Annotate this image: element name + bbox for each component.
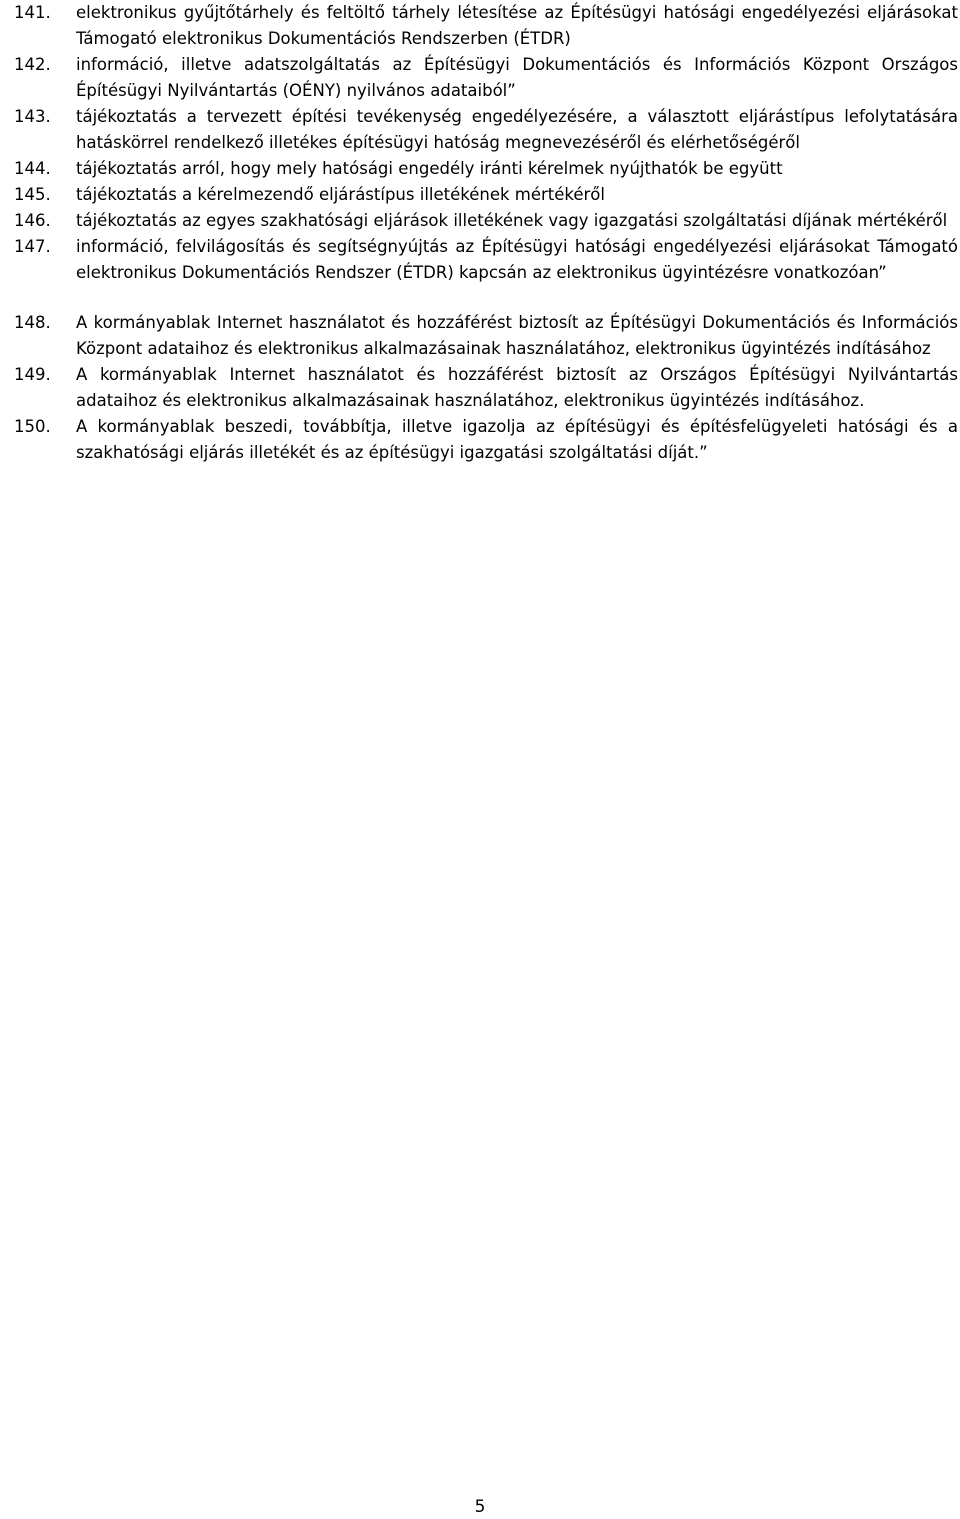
list-item-146 <box>14 208 958 234</box>
item-number: 149. <box>14 365 51 384</box>
item-text: tájékoztatás az egyes szakhatósági eljárások illetékének vagy igazgatási szolgáltatási díjának mértékéről <box>76 211 948 230</box>
item-number: 150. <box>14 417 51 436</box>
item-number: 142. <box>14 55 51 74</box>
list-item-141 <box>14 0 958 52</box>
item-text: tájékoztatás a kérelmezendő eljárástípus illetékének mértékéről <box>76 185 605 204</box>
item-number: 143. <box>14 107 51 126</box>
item-number: 141. <box>14 3 51 22</box>
list-item-149 <box>14 362 958 414</box>
list-item-142 <box>14 52 958 104</box>
item-text: tájékoztatás a tervezett építési tevékenység engedélyezésére, a választott eljárástípus lefolytatására hatáskörrel rendelkező illetékes építésügyi hatóság megnevezéséről és elérhetőségéről <box>76 107 958 152</box>
item-text: elektronikus gyűjtőtárhely és feltöltő tárhely létesítése az Építésügyi hatósági engedélyezési eljárásokat Támogató elektronikus Dokumentációs Rendszerben (ÉTDR) <box>76 3 958 48</box>
item-number: 144. <box>14 159 51 178</box>
item-number: 145. <box>14 185 51 204</box>
item-text: A kormányablak Internet használatot és hozzáférést biztosít az Országos Építésügyi Nyilvántartás adataihoz és elektronikus alkalmazásainak használatához, elektronikus ügyintézés indításához. <box>76 365 958 410</box>
list-item-144 <box>14 156 958 182</box>
item-text: információ, felvilágosítás és segítségnyújtás az Építésügyi hatósági engedélyezési eljárásokat Támogató elektronikus Dokumentációs Rendszer (ÉTDR) kapcsán az elektronikus ügyintézésre vonatkozóan” <box>76 237 958 282</box>
item-text: tájékoztatás arról, hogy mely hatósági engedély iránti kérelmek nyújthatók be együtt <box>76 159 783 178</box>
list-item-143 <box>14 104 958 156</box>
item-text: információ, illetve adatszolgáltatás az Építésügyi Dokumentációs és Információs Központ Országos Építésügyi Nyilvántartás (OÉNY) nyilvános adataiból” <box>76 55 958 100</box>
list-item-150 <box>14 414 958 466</box>
list-item-148 <box>14 310 958 362</box>
list-item-147 <box>14 234 958 286</box>
item-text: A kormányablak beszedi, továbbítja, illetve igazolja az építésügyi és építésfelügyeleti hatósági és a szakhatósági eljárás illetékét és az építésügyi igazgatási szolgáltatási díját.” <box>76 417 958 462</box>
numbered-list <box>14 0 958 466</box>
page-number: 5 <box>474 1497 486 1517</box>
list-item-145 <box>14 182 958 208</box>
item-number: 146. <box>14 211 51 230</box>
item-number: 147. <box>14 237 51 256</box>
item-text: A kormányablak Internet használatot és hozzáférést biztosít az Építésügyi Dokumentációs és Információs Központ adataihoz és elektronikus alkalmazásainak használatához, elektronikus ügyintézés indításához <box>76 313 958 358</box>
item-number: 148. <box>14 313 51 332</box>
